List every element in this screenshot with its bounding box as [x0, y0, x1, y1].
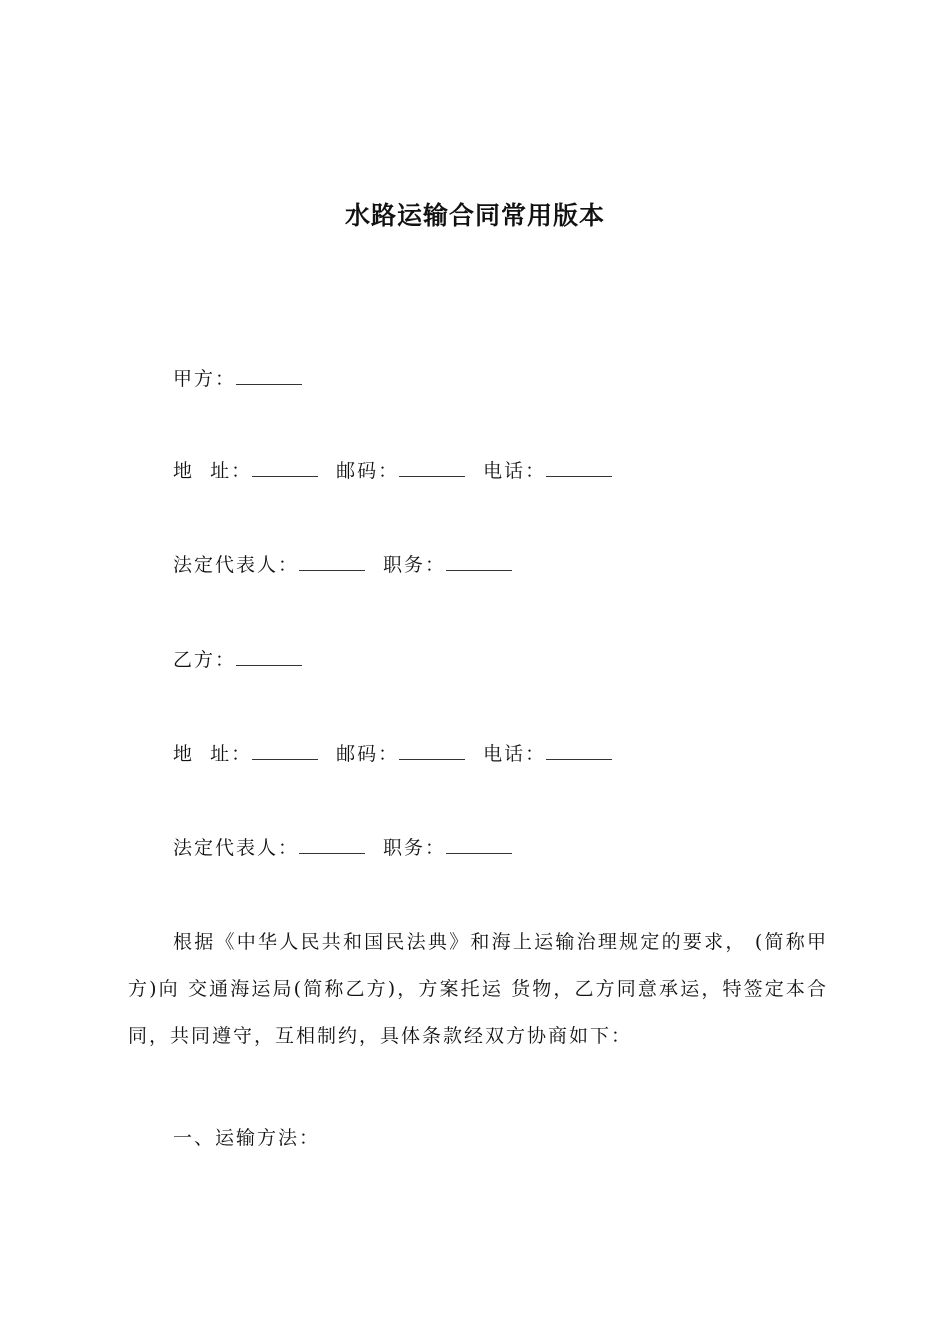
- party-b-position-blank: [446, 835, 512, 854]
- party-a-name-label: 甲方：: [173, 368, 237, 390]
- party-b-phone-blank: [546, 741, 612, 760]
- party-b-rep-label: 法定代表人：: [173, 837, 300, 859]
- party-b-rep-row: [173, 833, 520, 863]
- party-b-name-blank: [236, 647, 302, 666]
- party-b-postcode-blank: [399, 741, 465, 760]
- party-b-rep-blank: [299, 835, 365, 854]
- party-a-rep-label: 法定代表人：: [173, 554, 300, 576]
- party-a-address-blank: [252, 458, 318, 477]
- party-b-name-row: [173, 645, 310, 675]
- party-b-position-label: 职务：: [383, 837, 447, 859]
- party-b-postcode-label: 邮码：: [336, 743, 400, 765]
- section-1-heading: 一、运输方法：: [173, 1127, 321, 1149]
- party-a-rep-blank: [299, 552, 365, 571]
- party-a-position-label: 职务：: [383, 554, 447, 576]
- party-b-name-label: 乙方：: [173, 649, 237, 671]
- party-a-contact-row: [173, 456, 620, 486]
- party-a-position-blank: [446, 552, 512, 571]
- document-title: 水路运输合同常用版本: [344, 201, 605, 230]
- party-b-address-label: 地 址：: [173, 743, 253, 765]
- party-a-phone-label: 电话：: [483, 460, 547, 482]
- party-a-phone-blank: [546, 458, 612, 477]
- party-b-contact-row: [173, 739, 620, 769]
- party-a-postcode-blank: [399, 458, 465, 477]
- party-a-address-label: 地 址：: [173, 460, 253, 482]
- party-b-phone-label: 电话：: [483, 743, 547, 765]
- party-a-postcode-label: 邮码：: [336, 460, 400, 482]
- intro-paragraph: 根据《中华人民共和国民法典》和海上运输治理规定的要求， (简称甲方)向 交通海运局(简称乙方)，方案托运 货物，乙方同意承运，特签定本合同，共同遵守，互相制约，具体条款经双方协商如下：: [128, 931, 828, 1047]
- party-a-name-row: [173, 364, 310, 394]
- party-a-rep-row: [173, 550, 520, 580]
- party-a-name-blank: [236, 366, 302, 385]
- party-b-address-blank: [252, 741, 318, 760]
